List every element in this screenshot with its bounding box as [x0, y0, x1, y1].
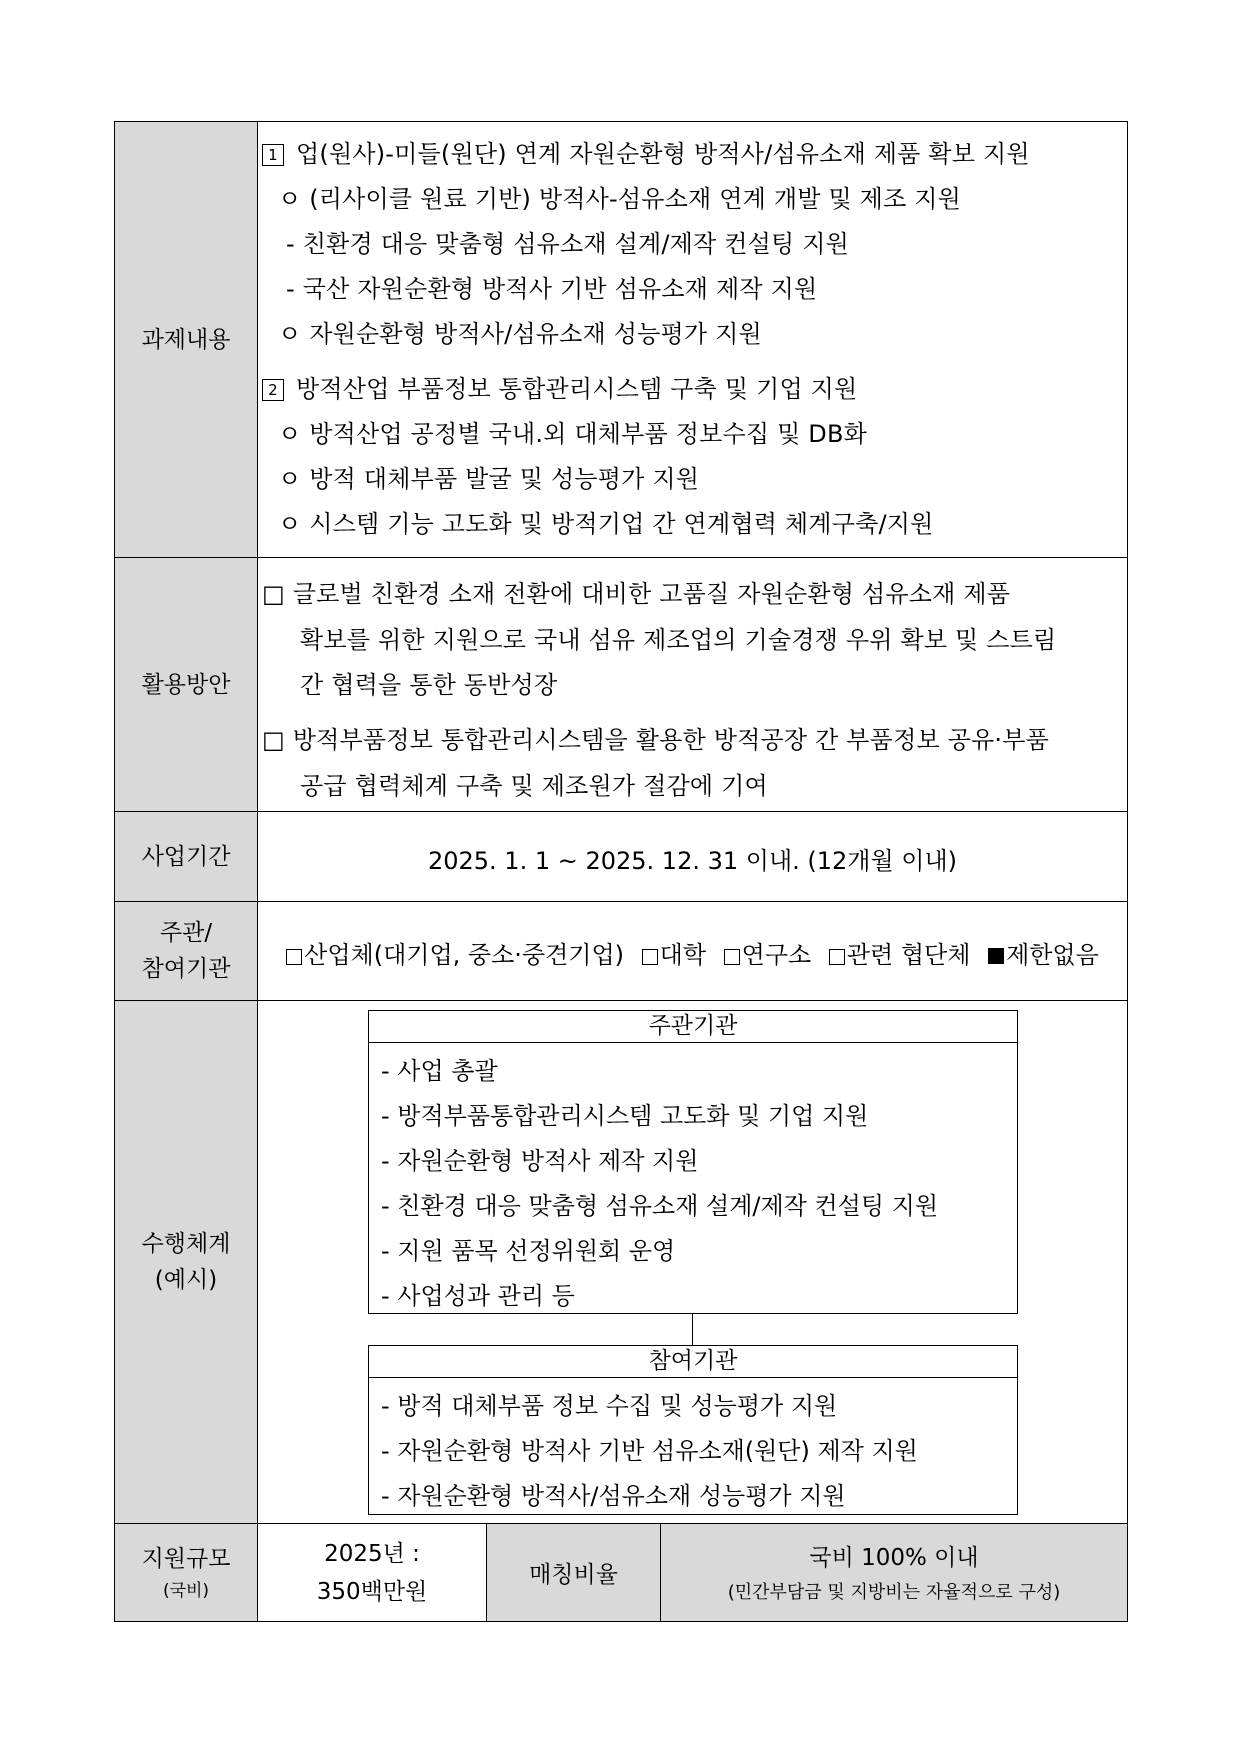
lead-org-box: [368, 1010, 1018, 1314]
project-table: [114, 121, 1128, 1622]
structure-content: [258, 1001, 1127, 1523]
matching-ratio-label: 매칭비율: [487, 1524, 661, 1621]
lead-org-item: - 지원 품목 선정위원회 운영: [381, 1237, 676, 1265]
structure-label: 수행체계 (예시): [115, 1001, 258, 1523]
task-item2-bullet2: ㅇ 방적 대체부품 발굴 및 성능평가 지원: [278, 465, 700, 493]
number-box-icon: 1: [262, 144, 284, 166]
usage-content: [258, 558, 1127, 811]
participant-org-item: - 자원순환형 방적사 기반 섬유소재(원단) 제작 지원: [381, 1437, 918, 1465]
org-option-unrestricted: 제한없음: [1006, 941, 1099, 969]
org-option-association: 관련 협단체: [846, 941, 971, 969]
lead-org-item: - 친환경 대응 맞춤형 섬유소재 설계/제작 컨설팅 지원: [381, 1192, 939, 1220]
usage-p2-line2: 공급 협력체계 구축 및 제조원가 절감에 기여: [300, 772, 768, 800]
participant-org-item: - 자원순환형 방적사/섬유소재 성능평가 지원: [381, 1482, 846, 1510]
task-item1-bullet2: ㅇ 자원순환형 방적사/섬유소재 성능평가 지원: [278, 320, 762, 348]
structure-row: [115, 1001, 1127, 1524]
checkbox-empty-icon: [829, 949, 845, 965]
support-row: [115, 1524, 1127, 1621]
task-row: [115, 122, 1127, 558]
task-item2-title: 2 방적산업 부품정보 통합관리시스템 구축 및 기업 지원: [262, 369, 857, 404]
lead-org-item: - 방적부품통합관리시스템 고도화 및 기업 지원: [381, 1102, 869, 1130]
task-item1-dash1: - 친환경 대응 맞춤형 섬유소재 설계/제작 컨설팅 지원: [286, 230, 850, 258]
task-label: 과제내용: [115, 122, 258, 557]
lead-org-item: - 자원순환형 방적사 제작 지원: [381, 1147, 699, 1175]
task-item2-bullet3: ㅇ 시스템 기능 고도화 및 방적기업 간 연계협력 체계구축/지원: [278, 510, 934, 538]
checkbox-empty-icon: [642, 949, 658, 965]
support-label: 지원규모 (국비): [115, 1524, 258, 1621]
lead-org-item: - 사업성과 관리 등: [381, 1282, 575, 1310]
usage-label: 활용방안: [115, 558, 258, 811]
participant-org-item: - 방적 대체부품 정보 수집 및 성능평가 지원: [381, 1392, 838, 1420]
checkbox-filled-icon: [988, 948, 1004, 964]
org-option-institute: 연구소: [741, 941, 812, 969]
usage-p1-line3: 간 협력을 통한 동반성장: [300, 671, 558, 699]
period-content: [258, 812, 1127, 901]
participant-org-box: [368, 1345, 1018, 1515]
org-label: 주관/ 참여기관: [115, 902, 258, 1000]
lead-org-item: - 사업 총괄: [381, 1057, 498, 1085]
task-item1-dash2: - 국산 자원순환형 방적사 기반 섬유소재 제작 지원: [286, 275, 818, 303]
period-value: 2025. 1. 1 ~ 2025. 12. 31 이내. (12개월 이내): [427, 847, 958, 875]
org-options: [258, 935, 1127, 970]
usage-p2-line1: □ 방적부품정보 통합관리시스템을 활용한 방적공장 간 부품정보 공유·부품: [262, 726, 1050, 754]
connector-line: [692, 1314, 693, 1345]
usage-p1-line1: □ 글로벌 친환경 소재 전환에 대비한 고품질 자원순환형 섬유소재 제품: [262, 580, 1011, 608]
checkbox-empty-icon: [724, 949, 740, 965]
task-item1-bullet1: ㅇ (리사이클 원료 기반) 방적사-섬유소재 연계 개발 및 제조 지원: [278, 185, 962, 213]
period-row: [115, 812, 1127, 902]
support-amount: 2025년 : 350백만원: [258, 1524, 487, 1621]
matching-ratio-value: 국비 100% 이내 (민간부담금 및 지방비는 자율적으로 구성): [661, 1524, 1127, 1621]
usage-row: [115, 558, 1127, 812]
number-box-icon: 2: [262, 379, 284, 401]
participant-org-title: 참여기관: [369, 1346, 1017, 1378]
task-item2-bullet1: ㅇ 방적산업 공정별 국내.외 대체부품 정보수집 및 DB화: [278, 420, 868, 448]
checkbox-empty-icon: [286, 949, 302, 965]
lead-org-title: 주관기관: [369, 1011, 1017, 1043]
task-content: [258, 122, 1127, 557]
usage-p1-line2: 확보를 위한 지원으로 국내 섬유 제조업의 기술경쟁 우위 확보 및 스트림: [300, 626, 1057, 654]
org-row: [115, 902, 1127, 1001]
org-option-industry: 산업체(대기업, 중소·중견기업): [304, 941, 624, 969]
org-content: [258, 902, 1127, 1000]
org-option-university: 대학: [659, 941, 707, 969]
period-label: 사업기간: [115, 812, 258, 901]
task-item1-title: 1 업(원사)-미들(원단) 연계 자원순환형 방적사/섬유소재 제품 확보 지원: [262, 134, 1030, 169]
